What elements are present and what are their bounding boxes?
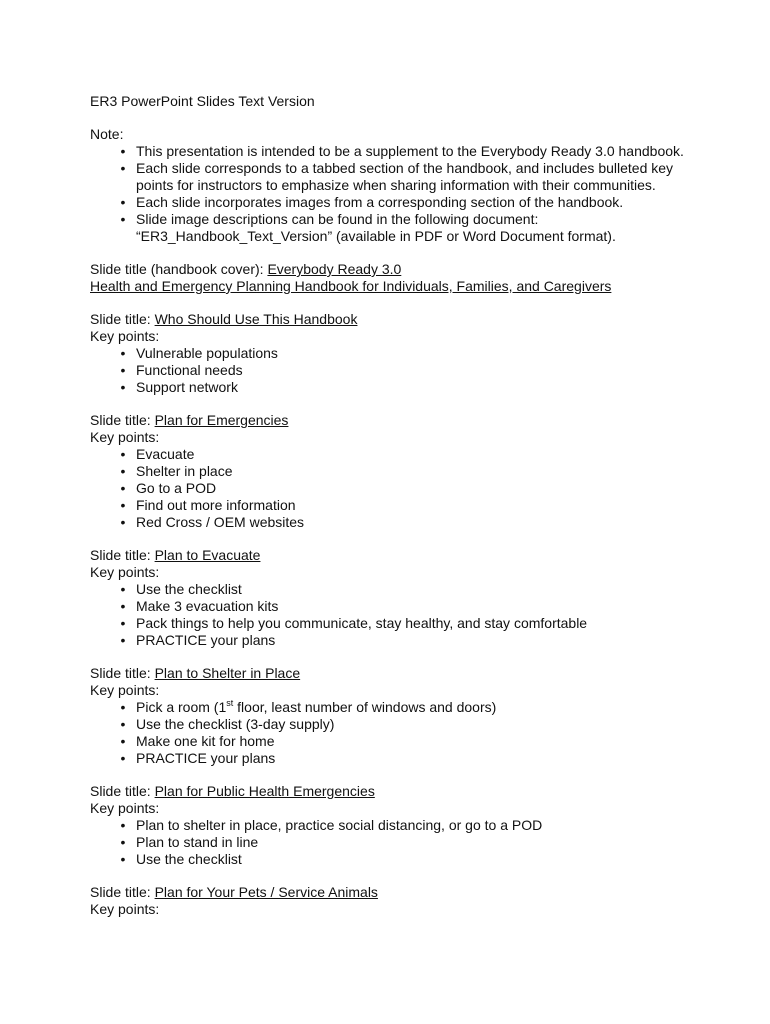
bullet-icon: • [120, 211, 126, 227]
list-item: • Shelter in place [90, 463, 730, 480]
note-item: • Each slide corresponds to a tabbed section of the handbook, and includes bulleted key points for instructors to emphasize when sharing information with their communities. [90, 160, 730, 194]
list-item: • Plan to stand in line [90, 834, 730, 851]
bullet-icon: • [120, 581, 126, 597]
cover-subtitle: Health and Emergency Planning Handbook for Individuals, Families, and Caregivers [90, 278, 612, 294]
list-item: • Use the checklist [90, 581, 730, 598]
bullet-icon: • [120, 345, 126, 361]
key-points-label: Key points: [90, 901, 160, 917]
key-points-list [90, 581, 730, 649]
cover-slide-title: Slide title (handbook cover): Everybody Ready 3.0 [90, 261, 402, 277]
list-item: • Red Cross / OEM websites [90, 514, 730, 531]
bullet-icon: • [120, 716, 126, 732]
key-points-label: Key points: [90, 429, 160, 445]
slide-title: Slide title: Plan to Evacuate [90, 547, 261, 563]
key-points-list [90, 817, 730, 868]
list-item: • Vulnerable populations [90, 345, 730, 362]
list-item: • Evacuate [90, 446, 730, 463]
note-list [90, 143, 730, 245]
slide-title: Slide title: Plan for Public Health Emergencies [90, 783, 375, 799]
key-points-list [90, 345, 730, 396]
slide-title: Slide title: Plan for Emergencies [90, 412, 289, 428]
list-item: • Use the checklist (3-day supply) [90, 716, 730, 733]
slide-title: Slide title: Who Should Use This Handbook [90, 311, 358, 327]
list-item: • PRACTICE your plans [90, 750, 730, 767]
list-item: • Pack things to help you communicate, stay healthy, and stay comfortable [90, 615, 730, 632]
bullet-icon: • [120, 699, 126, 715]
list-item: • PRACTICE your plans [90, 632, 730, 649]
bullet-icon: • [120, 497, 126, 513]
bullet-icon: • [120, 379, 126, 395]
cover-title: Everybody Ready 3.0 [267, 261, 402, 277]
bullet-icon: • [120, 750, 126, 766]
bullet-icon: • [120, 446, 126, 462]
key-points-label: Key points: [90, 682, 160, 698]
key-points-label: Key points: [90, 800, 160, 816]
list-item: • Support network [90, 379, 730, 396]
bullet-icon: • [120, 480, 126, 496]
bullet-icon: • [120, 632, 126, 648]
bullet-icon: • [120, 194, 126, 210]
list-item: • Functional needs [90, 362, 730, 379]
bullet-icon: • [120, 615, 126, 631]
bullet-icon: • [120, 598, 126, 614]
bullet-icon: • [120, 851, 126, 867]
slide-title: Slide title: Plan to Shelter in Place [90, 665, 301, 681]
list-item: • Pick a room (1st floor, least number of windows and doors) [90, 699, 730, 716]
bullet-icon: • [120, 834, 126, 850]
document-title: ER3 PowerPoint Slides Text Version [90, 93, 315, 109]
list-item: • Make 3 evacuation kits [90, 598, 730, 615]
bullet-icon: • [120, 160, 126, 176]
slide-title: Slide title: Plan for Your Pets / Service Animals [90, 884, 378, 900]
list-item: • Use the checklist [90, 851, 730, 868]
bullet-icon: • [120, 143, 126, 159]
bullet-icon: • [120, 362, 126, 378]
key-points-label: Key points: [90, 328, 160, 344]
bullet-icon: • [120, 817, 126, 833]
bullet-icon: • [120, 463, 126, 479]
note-label: Note: [90, 126, 124, 142]
key-points-list [90, 446, 730, 531]
bullet-icon: • [120, 733, 126, 749]
key-points-list [90, 699, 730, 767]
list-item: • Make one kit for home [90, 733, 730, 750]
list-item: • Go to a POD [90, 480, 730, 497]
bullet-icon: • [120, 514, 126, 530]
key-points-label: Key points: [90, 564, 160, 580]
note-item: • Slide image descriptions can be found in the following document: “ER3_Handbook_Text_Version” (available in PDF or Word Document format). [90, 211, 730, 245]
note-item: • Each slide incorporates images from a corresponding section of the handbook. [90, 194, 730, 211]
list-item: • Plan to shelter in place, practice social distancing, or go to a POD [90, 817, 730, 834]
note-item: • This presentation is intended to be a supplement to the Everybody Ready 3.0 handbook. [90, 143, 730, 160]
document-page [90, 93, 730, 918]
list-item: • Find out more information [90, 497, 730, 514]
